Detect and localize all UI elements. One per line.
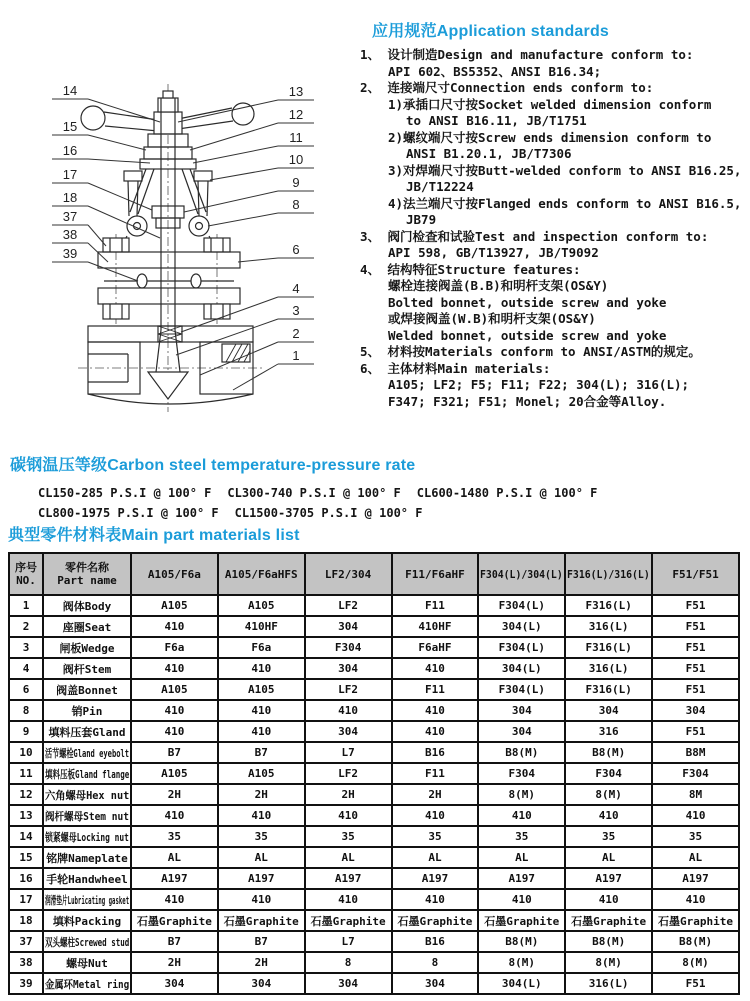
cell-part-name: 填料压套Gland [43,721,131,742]
cell-part-name: 阀杆Stem [43,658,131,679]
callout-number: 8 [292,197,300,212]
cell-material: 410 [131,889,218,910]
column-header-material: F51/F51 [652,553,739,595]
cell-material: 8 [392,952,479,973]
cell-material: 304(L) [478,973,565,994]
cell-part-name: 铭牌Nameplate [43,847,131,868]
table-row [9,700,739,721]
cell-material: A105 [218,763,305,784]
cell-material: 410 [218,889,305,910]
column-header-no: 序号 NO. [9,553,43,595]
cell-material: B7 [218,742,305,763]
cell-no: 9 [9,721,43,742]
cell-material: 8(M) [478,784,565,805]
cell-material: 316 [565,721,652,742]
callout-number: 38 [62,227,78,242]
cell-material: B16 [392,931,479,952]
callout-number: 37 [62,209,78,224]
cell-material: 304 [305,658,392,679]
standards-line: 3)对焊端尺寸按Butt-welded conform to ANSI B16.25, [388,162,742,178]
cell-material: 石墨Graphite [652,910,739,931]
column-header-material: LF2/304 [305,553,392,595]
column-header-material: F304(L)/304(L) [478,553,565,595]
cell-material: 2H [131,952,218,973]
cell-no: 6 [9,679,43,700]
cell-material: AL [392,847,479,868]
table-row [9,847,739,868]
cell-material: L7 [305,742,392,763]
standards-line: 4)法兰端尺寸按Flanged ends conform to ANSI B16.5, [388,195,742,211]
cell-material: 316(L) [565,973,652,994]
cell-material: 304 [305,721,392,742]
cell-material: A197 [565,868,652,889]
cell-material: 304 [305,973,392,994]
cell-no: 4 [9,658,43,679]
cell-material: LF2 [305,763,392,784]
pressure-value: CL1500-3705 P.S.I @ 100° F [234,506,423,520]
cell-material: F6aHF [392,637,479,658]
cell-part-name: 销Pin [43,700,131,721]
cell-material: 2H [218,784,305,805]
cell-material: 2H [392,784,479,805]
table-row [9,763,739,784]
standards-line: Welded bonnet, outside screw and yoke [388,327,667,343]
cell-material: F304(L) [478,679,565,700]
cell-material: 410 [478,805,565,826]
cell-material: 8(M) [565,952,652,973]
callout-number: 15 [62,119,78,134]
standards-line: JB/T12224 [406,179,474,194]
callout-number: 3 [292,303,300,318]
cell-material: F51 [652,973,739,994]
cell-material: 410 [565,889,652,910]
cell-no: 16 [9,868,43,889]
cell-material: F51 [652,595,739,616]
pressure-value: CL600-1480 P.S.I @ 100° F [416,486,598,500]
cell-no: 37 [9,931,43,952]
cell-material: 410HF [392,616,479,637]
standards-line: 或焊接阀盖(W.B)和明杆支架(OS&Y) [388,311,596,326]
cell-material: F51 [652,679,739,700]
cell-material: F51 [652,637,739,658]
standards-line: ANSI B1.20.1, JB/T7306 [406,146,572,161]
cell-no: 2 [9,616,43,637]
cell-material: 石墨Graphite [478,910,565,931]
callout-number: 4 [292,281,300,296]
cell-no: 15 [9,847,43,868]
cell-material: 410 [218,805,305,826]
diagram-callouts [52,83,314,390]
cell-part-name: 六角螺母Hex nut [43,784,131,805]
cell-material: 35 [392,826,479,847]
cell-no: 14 [9,826,43,847]
cell-material: AL [131,847,218,868]
cell-material: A105 [131,763,218,784]
standards-line: 1、 设计制造Design and manufacture conform to: [360,47,694,62]
cell-material: B8(M) [652,931,739,952]
cell-no: 1 [9,595,43,616]
cell-material: 304 [565,700,652,721]
cell-material: 35 [565,826,652,847]
cell-material: F304 [478,763,565,784]
standards-line: to ANSI B16.11, JB/T1751 [406,113,587,128]
callout-number: 13 [288,84,304,99]
table-row [9,595,739,616]
table-row [9,658,739,679]
standards-line: F347; F321; F51; Monel; 20合金等Alloy. [388,393,667,409]
cell-material: 石墨Graphite [218,910,305,931]
callout-number: 12 [288,107,304,122]
cell-material: B8(M) [478,742,565,763]
cell-material: A197 [305,868,392,889]
cell-material: 410 [652,889,739,910]
cell-material: 石墨Graphite [305,910,392,931]
column-header-material: F11/F6aHF [392,553,479,595]
cell-no: 13 [9,805,43,826]
standards-line: 1)承插口尺寸按Socket welded dimension conform [388,96,712,112]
table-row [9,679,739,700]
pressure-value: CL800-1975 P.S.I @ 100° F [38,506,219,520]
cell-material: 304 [652,700,739,721]
pressure-rate-section [10,452,740,523]
table-header-row [9,553,739,595]
cell-material: 410 [131,616,218,637]
table-body [9,595,739,994]
cell-no: 18 [9,910,43,931]
cell-material: 35 [478,826,565,847]
cell-material: 304 [392,973,479,994]
pressure-line [38,483,740,503]
column-header-material: A105/F6aHFS [218,553,305,595]
valve-cross-section-diagram [40,78,340,476]
cell-material: F11 [392,763,479,784]
cell-material: F316(L) [565,679,652,700]
cell-material: 304 [478,721,565,742]
cell-material: A197 [478,868,565,889]
cell-material: LF2 [305,679,392,700]
callout-number: 11 [289,130,303,145]
cell-material: F304 [652,763,739,784]
cell-material: 410 [392,658,479,679]
column-header-part-name: 零件名称 Part name [43,553,131,595]
cell-material: F11 [392,679,479,700]
standards-line: Bolted bonnet, outside screw and yoke [388,294,667,310]
standards-line: 2)螺纹端尺寸按Screw ends dimension conform to [388,129,712,145]
cell-material: 410 [131,721,218,742]
standards-line: 3、 阀门检查和试验Test and inspection conform to: [360,228,709,244]
cell-material: AL [652,847,739,868]
cell-material: F51 [652,616,739,637]
cell-material: A197 [652,868,739,889]
cell-material: F304 [565,763,652,784]
cell-material: A105 [218,595,305,616]
standards-line: API 602、BS5352、ANSI B16.34; [388,63,602,79]
cell-material: F304(L) [478,595,565,616]
cell-part-name: 螺母Nut [43,952,131,973]
cell-material: 35 [131,826,218,847]
cell-material: 2H [131,784,218,805]
callout-number: 14 [62,83,78,98]
cell-material: 410 [305,805,392,826]
cell-part-name: 金属环Metal ring [43,973,131,994]
cell-material: B8(M) [565,742,652,763]
cell-material: B16 [392,742,479,763]
cell-part-name: 活节螺栓Gland eyebolt [43,742,131,763]
cell-material: A197 [392,868,479,889]
cell-material: 410 [392,805,479,826]
cell-no: 10 [9,742,43,763]
cell-material: 410 [478,889,565,910]
callout-number: 18 [62,190,78,205]
cell-no: 11 [9,763,43,784]
cell-material: 8(M) [478,952,565,973]
materials-table-heading: 典型零件材料表Main part materials list [8,527,300,544]
cell-material: A105 [131,679,218,700]
cell-material: A197 [218,868,305,889]
cell-material: B8(M) [478,931,565,952]
cell-material: B8(M) [565,931,652,952]
table-row [9,616,739,637]
table-row [9,868,739,889]
cell-material: 410 [392,889,479,910]
callout-number: 6 [292,242,300,257]
pressure-value: CL300-740 P.S.I @ 100° F [227,486,401,500]
standards-line: JB79 [406,212,437,227]
cell-material: L7 [305,931,392,952]
table-row [9,784,739,805]
table-row [9,721,739,742]
cell-material: 304(L) [478,658,565,679]
cell-material: 410 [652,805,739,826]
table-row [9,742,739,763]
cell-material: AL [565,847,652,868]
standards-line: API 598, GB/T13927, JB/T9092 [388,245,599,260]
table-row [9,910,739,931]
callout-number: 9 [292,175,300,190]
cell-part-name: 闸板Wedge [43,637,131,658]
cell-material: 410 [218,721,305,742]
standards-line: A105; LF2; F5; F11; F22; 304(L); 316(L); [388,377,690,392]
cell-material: F6a [131,637,218,658]
cell-material: B7 [131,931,218,952]
cell-material: B7 [218,931,305,952]
cell-material: F11 [392,595,479,616]
cell-material: 410 [305,889,392,910]
cell-material: 304 [305,616,392,637]
cell-material: 410 [218,700,305,721]
cell-no: 3 [9,637,43,658]
cell-material: 410 [392,721,479,742]
cell-part-name: 填料压板Gland flange [43,763,131,784]
cell-material: 35 [305,826,392,847]
cell-material: 2H [218,952,305,973]
callout-number: 2 [292,326,300,341]
cell-material: 410HF [218,616,305,637]
application-standards-list [360,47,748,410]
cell-material: 石墨Graphite [565,910,652,931]
cell-material: F51 [652,658,739,679]
cell-material: 304 [218,973,305,994]
cell-material: 410 [131,700,218,721]
table-row [9,931,739,952]
table-row [9,805,739,826]
callout-number: 17 [62,167,78,182]
valve-drawing [78,84,263,412]
callout-number: 10 [288,152,304,167]
cell-material: 石墨Graphite [131,910,218,931]
cell-material: 316(L) [565,616,652,637]
cell-part-name: 锁紧螺母Locking nut [43,826,131,847]
cell-material: 410 [131,658,218,679]
table-row [9,637,739,658]
cell-material: AL [478,847,565,868]
standards-line: 6、 主体材料Main materials: [360,360,551,376]
application-standards-section [360,18,748,410]
cell-material: 8(M) [652,952,739,973]
application-standards-heading: 应用规范Application standards [372,23,610,40]
table-row [9,973,739,994]
cell-part-name: 阀体Body [43,595,131,616]
standards-line: 2、 连接端尺寸Connection ends conform to: [360,80,654,95]
callout-number: 16 [62,143,78,158]
cell-material: 2H [305,784,392,805]
table-row [9,889,739,910]
cell-part-name: 填料Packing [43,910,131,931]
cell-material: 304 [478,700,565,721]
cell-material: 304(L) [478,616,565,637]
callout-number: 1 [292,348,300,363]
cell-material: 石墨Graphite [392,910,479,931]
cell-material: F316(L) [565,637,652,658]
standards-line: 5、 材料按Materials conform to ANSI/ASTM的规定。 [360,344,701,359]
cell-material: 410 [392,700,479,721]
cell-no: 12 [9,784,43,805]
column-header-material: A105/F6a [131,553,218,595]
cell-material: F316(L) [565,595,652,616]
cell-material: F304 [305,637,392,658]
callout-number: 39 [62,246,78,261]
cell-material: 410 [131,805,218,826]
column-header-material: F316(L)/316(L) [565,553,652,595]
cell-no: 17 [9,889,43,910]
cell-material: F304(L) [478,637,565,658]
cell-part-name: 阀杆螺母Stem nut [43,805,131,826]
materials-table [8,552,740,995]
cell-material: F51 [652,721,739,742]
cell-material: LF2 [305,595,392,616]
standards-line: 螺栓连接阀盖(B.B)和明杆支架(OS&Y) [388,278,609,293]
cell-no: 38 [9,952,43,973]
cell-part-name: 座圈Seat [43,616,131,637]
cell-material: A197 [131,868,218,889]
table-row [9,952,739,973]
table-row [9,826,739,847]
cell-material: 410 [565,805,652,826]
cell-material: 35 [652,826,739,847]
cell-material: 8(M) [565,784,652,805]
cell-no: 8 [9,700,43,721]
cell-material: 35 [218,826,305,847]
pressure-value: CL150-285 P.S.I @ 100° F [38,486,212,500]
cell-no: 39 [9,973,43,994]
cell-material: 8M [652,784,739,805]
cell-material: 304 [131,973,218,994]
cell-material: 8 [305,952,392,973]
cell-part-name: 阀盖Bonnet [43,679,131,700]
standards-line: 4、 结构特征Structure features: [360,261,581,277]
cell-material: 410 [218,658,305,679]
pressure-rate-values [38,483,740,523]
cell-material: 410 [305,700,392,721]
cell-material: B7 [131,742,218,763]
cell-material: AL [218,847,305,868]
cell-part-name: 手轮Handwheel [43,868,131,889]
pressure-rate-heading: 碳钢温压等级Carbon steel temperature-pressure rate [10,457,416,474]
cell-material: AL [305,847,392,868]
cell-material: 316(L) [565,658,652,679]
cell-material: A105 [131,595,218,616]
cell-part-name: 双头螺柱Screwed stud [43,931,131,952]
cell-part-name: 润滑垫片Lubricating gasket [43,889,131,910]
cell-material: F6a [218,637,305,658]
cell-material: A105 [218,679,305,700]
cell-material: B8M [652,742,739,763]
materials-table-section [8,522,742,995]
pressure-line [38,503,740,523]
